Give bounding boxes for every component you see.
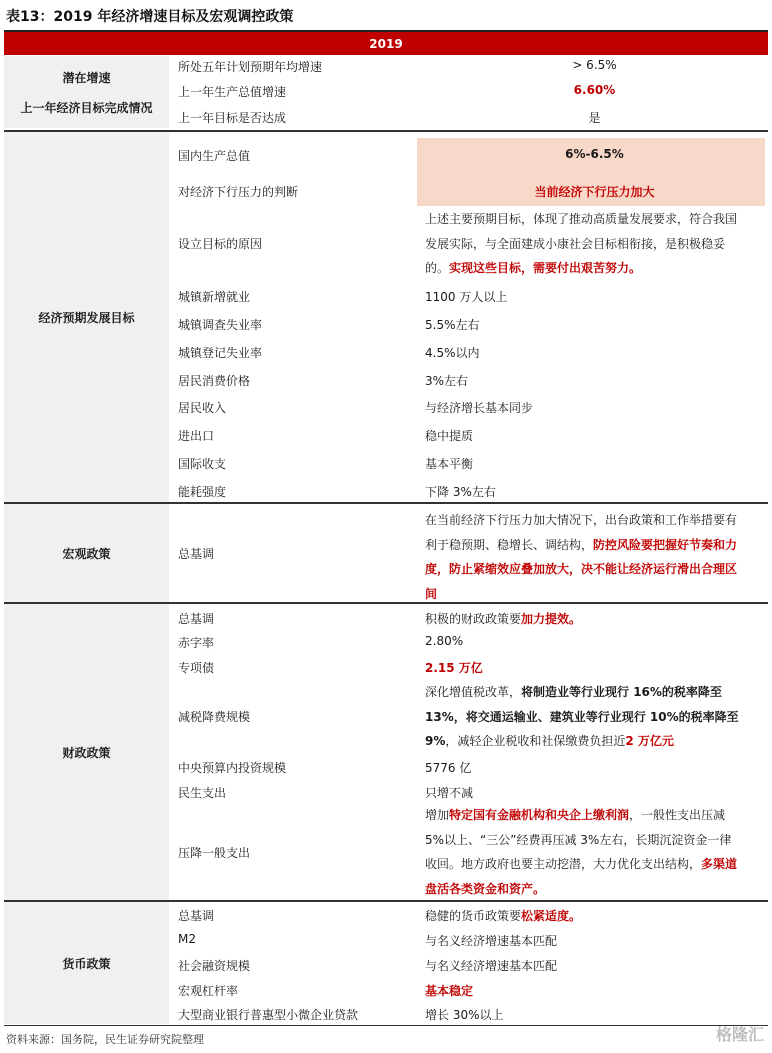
row-value: 是 xyxy=(588,111,601,125)
row-value: 6%-6.5% xyxy=(565,147,624,161)
tax-emphasis: 9% xyxy=(425,734,446,748)
row-name: 中央预算内投资规模 xyxy=(178,761,287,775)
row-value xyxy=(425,610,765,627)
row-value: 6.60% xyxy=(573,83,616,97)
section-label: 宏观政策 xyxy=(4,504,169,602)
row-name: 民生支出 xyxy=(178,786,227,800)
cut-emphasis: 多渠道 xyxy=(701,857,738,871)
tone-text: 积极的财政政策要 xyxy=(425,612,522,626)
tax-line xyxy=(425,680,765,705)
policy-emphasis: 防控风险要把握好节奏和力 xyxy=(593,537,738,552)
row-name: 城镇登记失业率 xyxy=(178,346,263,360)
policy-line: 在当前经济下行压力加大情况下，出台政策和工作举措要有 xyxy=(425,513,738,527)
cut-text: ，一般性支出压减 xyxy=(629,808,726,822)
cut-emphasis: 特定国有金融机构和央企上缴利润 xyxy=(449,808,630,822)
row-name: 居民收入 xyxy=(178,401,227,415)
row-name: 上一年目标是否达成 xyxy=(178,111,287,125)
reason-line: 发展实际，与全面建成小康社会目标相衔接，是积极稳妥 xyxy=(425,236,726,251)
tax-text: ，减轻企业税收和社保缴费负担近 xyxy=(445,734,626,748)
row-name: 社会融资规模 xyxy=(178,959,251,973)
row-value: 与名义经济增速基本匹配 xyxy=(425,934,558,948)
row-name: 设立目标的原因 xyxy=(178,237,263,251)
row-name: 总基调 xyxy=(178,909,215,923)
section-label: 财政政策 xyxy=(4,604,169,900)
cut-line: 5%以上、“三公”经费再压减 3%左右，长期沉淀资金一律 xyxy=(425,832,732,847)
row-value xyxy=(425,803,765,901)
tax-line xyxy=(425,729,765,754)
policy-line: 间 xyxy=(425,586,438,601)
tone-emphasis: 松紧适度。 xyxy=(521,909,582,923)
section-label: 经济预期发展目标 xyxy=(4,132,169,502)
section-label xyxy=(4,56,169,128)
row-value: 当前经济下行压力加大 xyxy=(534,185,655,199)
row-name: 进出口 xyxy=(178,429,215,443)
row-value xyxy=(425,207,765,281)
row-value xyxy=(425,907,765,924)
row-value: 2.80% xyxy=(425,634,464,648)
row-name: 居民消费价格 xyxy=(178,374,251,388)
row-name: 压降一般支出 xyxy=(178,846,251,860)
row-value: 下降 3%左右 xyxy=(425,485,496,499)
cut-line xyxy=(425,803,765,828)
reason-line: 上述主要预期目标，体现了推动高质量发展要求，符合我国 xyxy=(425,212,738,226)
row-name: 专项债 xyxy=(178,661,215,675)
row-name: 上一年生产总值增速 xyxy=(178,85,287,99)
row-value: > 6.5% xyxy=(572,58,617,72)
row-name: 宏观杠杆率 xyxy=(178,984,239,998)
row-name: 减税降费规模 xyxy=(178,710,251,724)
row-name: 所处五年计划预期年均增速 xyxy=(178,60,323,74)
year-header: 2019 xyxy=(4,32,768,55)
row-value: 5.5%左右 xyxy=(425,318,480,332)
reason-text: 的。 xyxy=(425,261,450,275)
row-name: 国内生产总值 xyxy=(178,149,251,163)
policy-line xyxy=(425,533,765,558)
row-name: 城镇新增就业 xyxy=(178,290,251,304)
table-title: 表13：2019 年经济增速目标及宏观调控政策 xyxy=(6,9,294,25)
row-value: 增长 30%以上 xyxy=(425,1008,504,1022)
row-value xyxy=(425,680,765,754)
bottom-rule xyxy=(4,1025,768,1026)
row-value: 4.5%以内 xyxy=(425,346,480,360)
row-value: 基本稳定 xyxy=(425,984,474,998)
tax-amount: 2 万亿元 xyxy=(625,734,674,748)
label-potential-growth: 潜在增速 xyxy=(62,70,111,85)
reason-line xyxy=(425,256,765,281)
row-name: 总基调 xyxy=(178,612,215,626)
row-value xyxy=(425,508,765,606)
row-value: 3%左右 xyxy=(425,374,469,388)
row-value: 与经济增长基本同步 xyxy=(425,401,534,415)
cut-text: 收回。地方政府也要主动挖潜，大力优化支出结构， xyxy=(425,857,702,871)
row-name: M2 xyxy=(178,932,196,946)
row-value: 与名义经济增速基本匹配 xyxy=(425,959,558,973)
row-name: 国际收支 xyxy=(178,457,227,471)
row-name: 大型商业银行普惠型小微企业贷款 xyxy=(178,1008,359,1022)
watermark-logo: 格隆汇 xyxy=(715,1025,764,1044)
source-note: 资料来源：国务院，民生证券研究院整理 xyxy=(6,1033,204,1046)
cut-line xyxy=(425,852,765,877)
row-name: 总基调 xyxy=(178,547,215,561)
row-value: 5776 亿 xyxy=(425,761,472,775)
policy-text: 利于稳预期、稳增长、调结构， xyxy=(425,537,594,552)
tax-text: 深化增值税改革， xyxy=(425,685,522,699)
policy-line: 度，防止紧缩效应叠加放大，决不能让经济运行滑出合理区 xyxy=(425,562,738,576)
tax-line: 13%，将交通运输业、建筑业等行业现行 10%的税率降至 xyxy=(425,709,739,724)
cut-line: 盘活各类资金和资产。 xyxy=(425,881,546,896)
tone-emphasis: 加力提效。 xyxy=(521,612,582,626)
row-name: 城镇调查失业率 xyxy=(178,318,263,332)
row-value: 稳中提质 xyxy=(425,429,474,443)
tax-emphasis: 将制造业等行业现行 16%的税率降至 xyxy=(521,685,722,699)
label-last-year-target: 上一年经济目标完成情况 xyxy=(20,100,153,115)
row-value: 只增不减 xyxy=(425,786,474,800)
reason-emphasis: 实现这些目标，需要付出艰苦努力。 xyxy=(449,261,642,275)
row-name: 能耗强度 xyxy=(178,485,227,499)
section-label: 货币政策 xyxy=(4,902,169,1024)
row-value: 2.15 万亿 xyxy=(425,661,483,675)
row-name: 对经济下行压力的判断 xyxy=(178,185,299,199)
cut-text: 增加 xyxy=(425,808,450,822)
row-value: 1100 万人以上 xyxy=(425,290,508,304)
tone-text: 稳健的货币政策要 xyxy=(425,909,522,923)
row-name: 赤字率 xyxy=(178,636,215,650)
row-value: 基本平衡 xyxy=(425,457,474,471)
